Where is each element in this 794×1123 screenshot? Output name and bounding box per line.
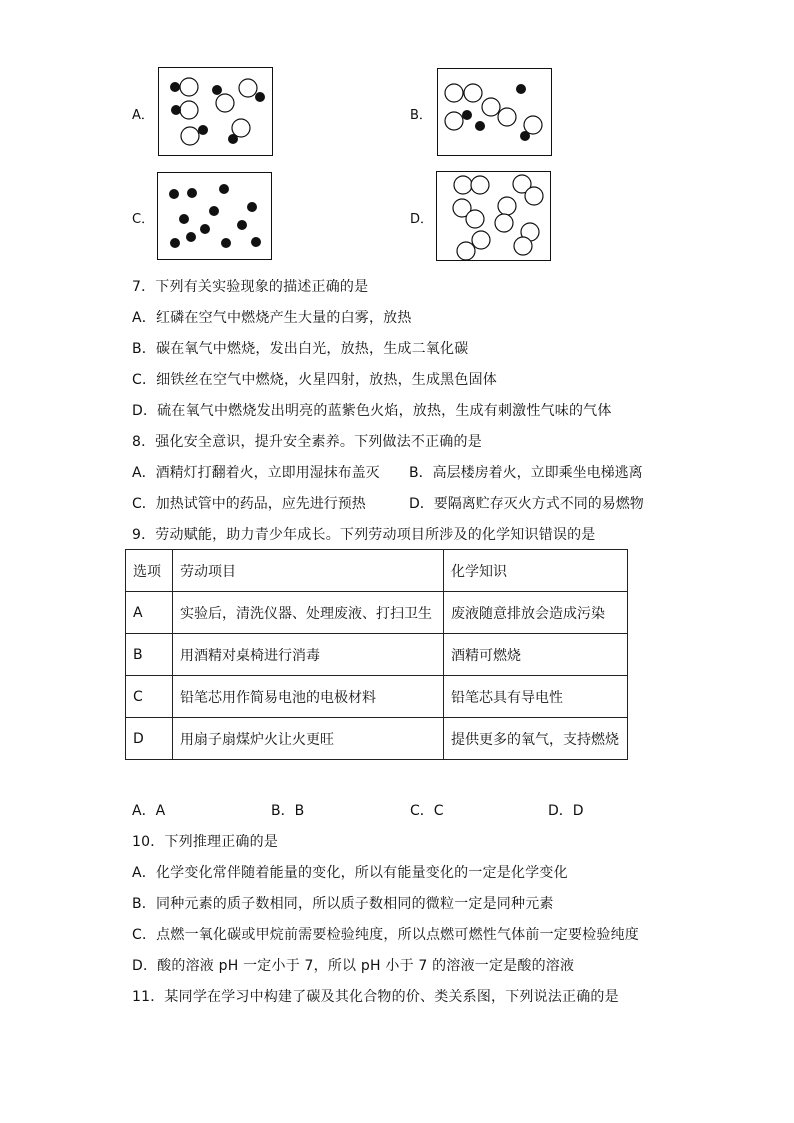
particle-diagram-c xyxy=(157,172,272,260)
q10-stem: 10．下列推理正确的是 xyxy=(132,834,279,850)
q9-stem: 9．劳动赋能，助力青少年成长。下列劳动项目所涉及的化学知识错误的是 xyxy=(132,527,596,543)
q7-option-d: D．硫在氧气中燃烧发出明亮的蓝紫色火焰，放热，生成有刺激性气味的气体 xyxy=(132,403,612,419)
figure-option-label-a: A． xyxy=(132,108,154,123)
table-cell: A xyxy=(126,592,173,634)
table-cell: 提供更多的氧气，支持燃烧 xyxy=(444,718,628,760)
table-row xyxy=(126,592,628,634)
figure-option-label-b: B． xyxy=(410,108,432,123)
figure-option-label-c: C． xyxy=(132,212,155,227)
table-row xyxy=(126,718,628,760)
table-cell: 用酒精对桌椅进行消毒 xyxy=(173,634,444,676)
particle-diagram-d-graphic xyxy=(437,172,552,262)
table-cell: 铅笔芯用作简易电池的电极材料 xyxy=(173,676,444,718)
table-cell: 铅笔芯具有导电性 xyxy=(444,676,628,718)
table-cell: D xyxy=(126,718,173,760)
q7-stem: 7．下列有关实验现象的描述正确的是 xyxy=(132,279,369,295)
q7-option-c: C．细铁丝在空气中燃烧，火星四射，放热，生成黑色固体 xyxy=(132,372,497,388)
q7-option-a: A．红磷在空气中燃烧产生大量的白雾，放热 xyxy=(132,310,412,326)
table-header-cell: 选项 xyxy=(126,550,173,592)
q9-option-a: A．A xyxy=(132,803,166,819)
particle-diagram-c-graphic xyxy=(158,173,273,261)
q8-option-c: C．加热试管中的药品，应先进行预热 xyxy=(132,496,366,512)
table-row xyxy=(126,676,628,718)
q10-option-a: A．化学变化常伴随着能量的变化，所以有能量变化的一定是化学变化 xyxy=(132,865,568,881)
particle-diagram-b xyxy=(437,68,552,156)
q8-option-a: A．酒精灯打翻着火，立即用湿抹布盖灭 xyxy=(132,465,380,481)
q9-option-d: D．D xyxy=(548,803,584,819)
table-row xyxy=(126,634,628,676)
q8-stem: 8．强化安全意识，提升安全素养。下列做法不正确的是 xyxy=(132,434,482,450)
particle-diagram-b-graphic xyxy=(438,69,553,157)
q11-stem: 11．某同学在学习中构建了碳及其化合物的价、类关系图，下列说法正确的是 xyxy=(132,989,619,1005)
q8-option-d: D．要隔离贮存灭火方式不同的易燃物 xyxy=(409,496,644,512)
table-cell: 酒精可燃烧 xyxy=(444,634,628,676)
q9-option-b: B．B xyxy=(271,803,305,819)
table-header-cell: 劳动项目 xyxy=(173,550,444,592)
figure-option-label-d: D． xyxy=(410,212,434,227)
q7-option-b: B．碳在氧气中燃烧，发出白光，放热，生成二氧化碳 xyxy=(132,341,469,357)
table-cell: 废液随意排放会造成污染 xyxy=(444,592,628,634)
particle-diagram-a-graphic xyxy=(159,68,274,157)
q10-option-c: C．点燃一氧化碳或甲烷前需要检验纯度，所以点燃可燃性气体前一定要检验纯度 xyxy=(132,927,639,943)
q10-option-b: B．同种元素的质子数相同，所以质子数相同的微粒一定是同种元素 xyxy=(132,896,554,912)
q9-table xyxy=(125,549,628,760)
table-header-cell: 化学知识 xyxy=(444,550,628,592)
table-header-row xyxy=(126,550,628,592)
table-cell: C xyxy=(126,676,173,718)
q8-option-b: B．高层楼房着火，立即乘坐电梯逃离 xyxy=(409,465,643,481)
table-cell: 实验后，清洗仪器、处理废液、打扫卫生 xyxy=(173,592,444,634)
q10-option-d: D．酸的溶液 pH 一定小于 7，所以 pH 小于 7 的溶液一定是酸的溶液 xyxy=(132,958,575,974)
table-cell: B xyxy=(126,634,173,676)
q9-option-c: C．C xyxy=(410,803,444,819)
table-cell: 用扇子扇煤炉火让火更旺 xyxy=(173,718,444,760)
particle-diagram-d xyxy=(436,171,551,261)
particle-diagram-a xyxy=(158,67,273,156)
